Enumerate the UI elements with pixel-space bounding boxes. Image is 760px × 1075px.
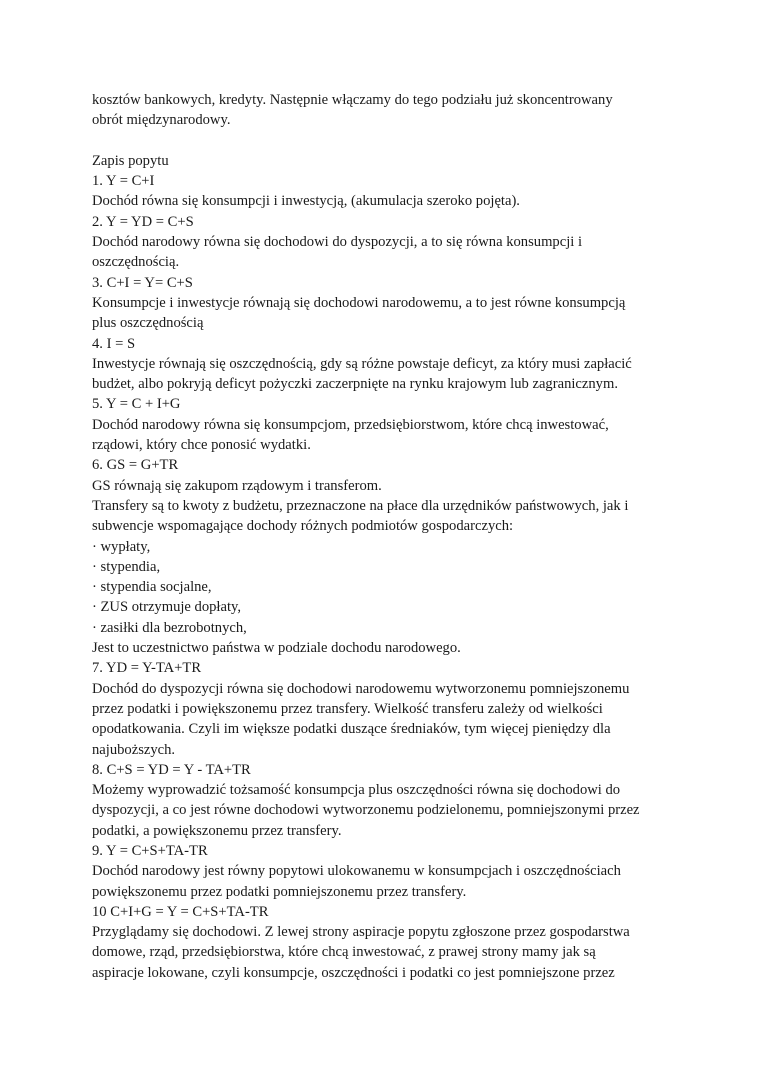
text-line: Dochód narodowy równa się dochodowi do dyspozycji, a to się równa konsumpcji i (92, 234, 583, 251)
text-line: budżet, albo pokryją deficyt pożyczki zaczerpnięte na rynku krajowym lub zagranicznym. (92, 376, 618, 393)
text-line: przez podatki i powiększonemu przez transfery. Wielkość transferu zależy od wielkości (92, 700, 603, 717)
list-item: · zasiłki dla bezrobotnych, (92, 619, 247, 636)
demand-notation-section (92, 151, 682, 983)
text-line: kosztów bankowych, kredyty. Następnie włączamy do tego podziału już skoncentrowany (92, 92, 613, 108)
text-line: Transfery są to kwoty z budżetu, przeznaczone na płace dla urzędników państwowych, jak i (92, 497, 629, 514)
equation-3: 3. C+I = Y= C+S (92, 274, 193, 291)
text-line: aspiracje lokowane, czyli konsumpcje, oszczędności i podatki co jest pomniejszone przez (92, 964, 615, 981)
text-line: Dochód narodowy równa się konsumpcjom, przedsiębiorstwom, które chcą inwestować, (92, 416, 609, 433)
text-line: Jest to uczestnictwo państwa w podziale dochodu narodowego. (92, 640, 461, 657)
equation-10: 10 C+I+G = Y = C+S+TA-TR (92, 903, 269, 920)
intro-paragraph (92, 90, 682, 131)
text-line: plus oszczędnością (92, 315, 204, 332)
list-item: · stypendia, (92, 558, 161, 575)
section-heading: Zapis popytu (92, 152, 169, 169)
text-line: Konsumpcje i inwestycje równają się dochodowi narodowemu, a to jest równe konsumpcją (92, 294, 626, 311)
equation-2: 2. Y = YD = C+S (92, 213, 194, 230)
text-line: oszczędnością. (92, 254, 180, 271)
text-line: subwencje wspomagające dochody różnych podmiotów gospodarczych: (92, 518, 514, 535)
equation-6: 6. GS = G+TR (92, 457, 179, 474)
equation-7: 7. YD = Y-TA+TR (92, 660, 202, 677)
list-item: · stypendia socjalne, (92, 579, 212, 596)
equation-9: 9. Y = C+S+TA-TR (92, 842, 208, 859)
text-line: GS równają się zakupom rządowym i transferom. (92, 477, 382, 494)
text-line: Inwestycje równają się oszczędnością, gdy są różne powstaje deficyt, za który musi zapłacić (92, 355, 632, 372)
text-line: rządowi, który chce ponosić wydatki. (92, 437, 311, 454)
paragraph-gap (92, 131, 682, 151)
equation-1: 1. Y = C+I (92, 173, 155, 190)
text-line: Przyglądamy się dochodowi. Z lewej strony aspiracje popytu zgłoszone przez gospodarstwa (92, 924, 630, 941)
text-line: obrót międzynarodowy. (92, 112, 231, 129)
text-line: najuboższych. (92, 741, 176, 758)
list-item: · wypłaty, (92, 538, 151, 555)
equation-4: 4. I = S (92, 335, 136, 352)
text-line: domowe, rząd, przedsiębiorstwa, które chcą inwestować, z prawej strony mamy jak są (92, 944, 596, 961)
text-line: Dochód równa się konsumpcji i inwestycją, (akumulacja szeroko pojęta). (92, 193, 520, 210)
text-line: podatki, a powiększonemu przez transfery. (92, 822, 342, 839)
list-item: · ZUS otrzymuje dopłaty, (92, 599, 242, 616)
text-line: Dochód narodowy jest równy popytowi ulokowanemu w konsumpcjach i oszczędnościach (92, 863, 621, 880)
equation-8: 8. C+S = YD = Y - TA+TR (92, 761, 251, 778)
text-line: powiększonemu przez podatki pomniejszonemu przez transfery. (92, 883, 467, 900)
text-line: opodatkowania. Czyli im większe podatki duszące średniaków, tym więcej pieniędzy dla (92, 721, 611, 738)
document-page (92, 90, 682, 983)
text-line: dyspozycji, a co jest równe dochodowi wytworzonemu podzielonemu, pomniejszonymi przez (92, 802, 640, 819)
text-line: Możemy wyprowadzić tożsamość konsumpcja plus oszczędności równa się dochodowi do (92, 782, 621, 799)
equation-5: 5. Y = C + I+G (92, 396, 181, 413)
text-line: Dochód do dyspozycji równa się dochodowi narodowemu wytworzonemu pomniejszonemu (92, 680, 630, 697)
